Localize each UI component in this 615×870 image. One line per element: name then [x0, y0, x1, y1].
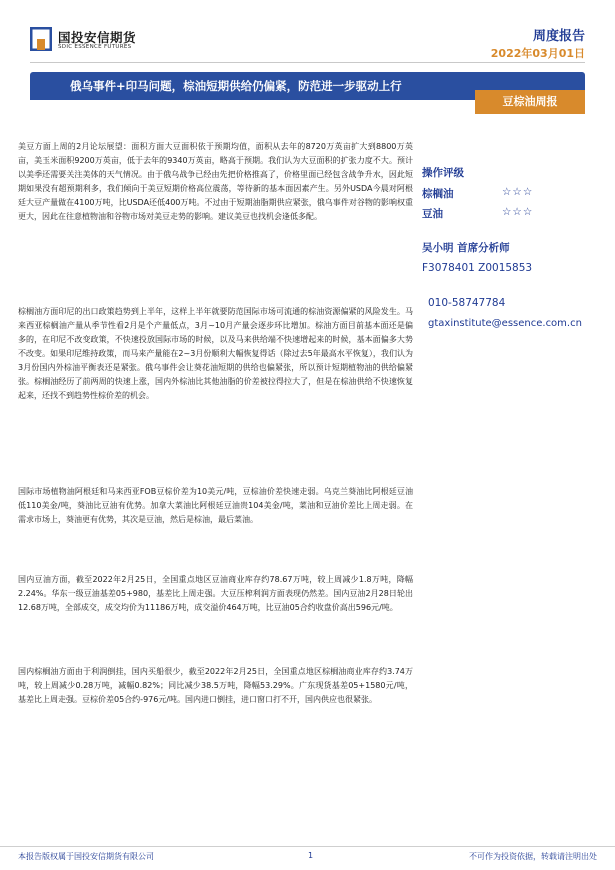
rating-label: 豆油 [422, 208, 443, 220]
contact-email[interactable]: gtaxinstitute@essence.com.cn [428, 318, 582, 329]
contact-phone: 010-58747784 [428, 297, 506, 309]
title-banner [30, 72, 585, 114]
page-number: 1 [308, 851, 314, 860]
paragraph-soybean: 美豆方面上周的2月论坛展望：面积方面大豆面积依于预期均值，面积从去年的8720万英亩扩大到8800万英亩，美玉米面积9200万英亩，低于去年的9340万英亩，略高于预期。我们认为大豆面积的扩张力度不大。预计以美季还需要关注美体的天气情况。由于俄乌战争已经由先把价格推高了，价格里面已经包含战争升水，因此短期如果没有超预期利多，我们倾向于美豆短期价格高位震荡，等待新的基本面因素产生。另外USDA今晨对阿根廷大豆产量做在4100万吨，比USDA还低400万吨。不过由于短期油脂期供应紧张，俄乌事件对谷物的影响权重更大，因此在往意植物油和谷物市场对美豆走势的影响。建议美豆也找机会逢低多配。 [18, 142, 413, 221]
company-logo [30, 25, 190, 57]
rating-stars-icon: ☆☆☆ [502, 206, 534, 218]
rating-heading: 操作评级 [422, 167, 464, 179]
rating-label: 棕榈油 [422, 188, 454, 200]
company-name-en: SDIC ESSENCE FUTURES [58, 44, 132, 50]
report-type: 周度报告 [532, 29, 585, 44]
analyst-name: 吴小明 首席分析师 [422, 242, 510, 254]
paragraph-international: 国际市场植物油阿根廷和马来西亚FOB豆棕价差为10美元/吨，豆棕油价差快速走弱。乌克兰葵油比阿根廷豆油低110美金/吨，葵油比豆油有优势。加拿大菜油比阿根廷豆油贵104美金/吨，菜油和豆油价差比上周走弱。在需求市场上，葵油更有优势，其次是豆油，然后是棕油，最后菜油。 [18, 487, 413, 524]
header-divider [30, 62, 585, 63]
company-name-cn: 国投安信期货 [58, 30, 137, 45]
paragraph-domestic-palm: 国内棕榈油方面由于利润倒挂，国内买船很少，截至2022年2月25日，全国重点地区棕榈油商业库存约3.74万吨，较上周减少0.28万吨，减幅0.82%；同比减少38.5万吨，降幅53.29%。广东现货基差05+1580元/吨，基差比上周走强。豆棕价差05合约-976元/吨。国内进口倒挂，进口窗口打不开，国内供应也很紧张。 [18, 667, 413, 704]
rating-stars-icon: ☆☆☆ [502, 186, 534, 198]
report-title: 俄乌事件+印马问题，棕油短期供给仍偏紧，防范进一步驱动上行 [30, 72, 585, 100]
report-date: 2022年03月01日 [490, 47, 585, 60]
rating-panel [422, 165, 602, 226]
paragraph-domestic-soyoil: 国内豆油方面，截至2022年2月25日，全国重点地区豆油商业库存约78.67万吨，较上周减少1.8万吨，降幅2.24%。华东一级豆油基差05+980，基差比上周走强。大豆压榨利润方面表现仍然差。国内豆油2月28日轮出12.68万吨，全部成交，成交均价为11186万吨，成交溢价464万吨，比豆油05合约收盘价高出596元/吨。 [18, 575, 413, 612]
footer-divider [0, 846, 615, 847]
paragraph-palm-oil: 棕榈油方面印尼的出口政策趋势到上半年，这样上半年就要防范国际市场可流通的棕油资源偏紧的风险发生。马来西亚棕榈油产量从季节性看2月是个产量低点，3月~10月产量会逐步环比增加。棕油方面目前基本面还是偏多的，在印尼不改变政策，不快速投放国际市场的时候，以及马来供给端不快速增起来的时候，基本面偏多大势不改变。如果印尼维持政策，而马来产量能在2~3月份顺利大幅恢复得话（除过去5年最高水平恢复），我们认为3月份国内外棕油平衡表还是紧张。俄乌事件会让葵花油短期的供给也偏紧张，所以预计短期植物油的供给偏紧张。棕榈油经历了前两周的快速上涨，国内外棕油比其他油脂的价差被拉得拉大了，但是在棕油供给不快速恢复起来，还找不到趋势性棕价差的机会。 [18, 307, 413, 400]
footer-disclaimer: 不可作为投资依据，转载请注明出处 [469, 852, 597, 861]
report-tag: 豆棕油周报 [475, 90, 585, 114]
company-logo-icon [30, 27, 52, 51]
rating-row [422, 186, 602, 206]
rating-row [422, 206, 602, 226]
analyst-cert: F3078401 Z0015853 [422, 262, 533, 274]
footer-copyright: 本报告版权属于国投安信期货有限公司 [18, 852, 154, 861]
